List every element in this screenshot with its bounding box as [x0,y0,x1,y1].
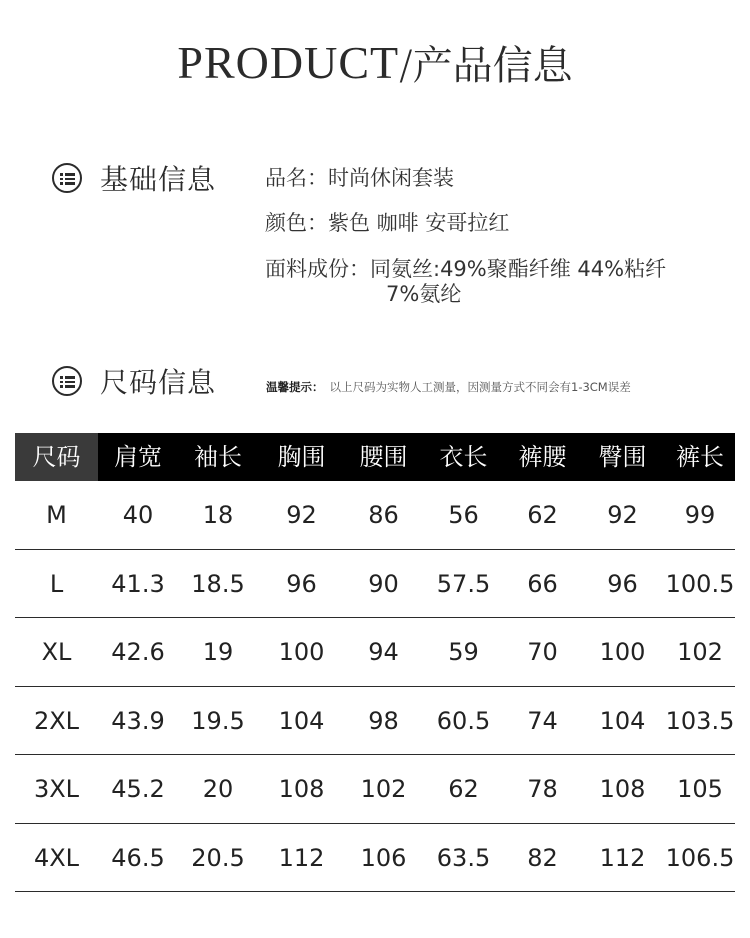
list-circle-icon [52,163,82,193]
size-info-title: 尺码信息 [100,366,217,399]
measurement-cell: 94 [368,638,399,666]
product-name-label: 品名： [265,166,328,190]
fabric-label: 面料成份： [265,257,370,281]
measurement-cell: 18 [202,501,234,529]
page-title-en: PRODUCT [177,37,400,88]
size-table-body [15,481,735,892]
measurement-cell: 104 [278,706,325,735]
column-header: 臀围 [598,443,647,471]
measurement-cell: 104 [599,706,646,735]
measurement-cell: 92 [286,501,317,529]
measurement-cell: 106.5 [665,843,735,872]
measurement-cell: 82 [527,843,558,872]
measurement-cell: 45.2 [111,775,165,803]
measurement-cell: 18.5 [191,569,245,598]
column-header: 裤长 [676,443,724,471]
column-header: 肩宽 [114,443,162,471]
size-table [15,433,735,892]
measurement-cell: 63.5 [436,843,491,872]
basic-info-header [52,161,216,195]
basic-info-title: 基础信息 [100,163,217,196]
measurement-cell: 108 [278,775,325,803]
measurement-cell: 103.5 [665,706,735,735]
measurement-cell: 112 [278,843,325,872]
column-header: 袖长 [194,443,242,471]
table-row [15,481,735,550]
product-name-value: 时尚休闲套装 [328,166,454,190]
size-info-header [52,364,216,398]
measurement-cell: 108 [599,775,646,803]
measurement-cell: 102 [677,638,723,666]
measurement-cell: 20 [202,775,234,803]
measurement-cell: 42.6 [111,638,165,666]
size-table-header [15,433,735,481]
table-row [15,687,735,756]
measurement-cell: 19 [202,638,234,666]
measurement-tip [266,379,631,395]
product-name-row [265,165,454,191]
fabric-value-line2: 7%氨纶 [386,282,462,306]
column-header: 胸围 [277,443,326,471]
column-header: 衣长 [439,443,488,471]
measurement-cell: 78 [527,775,558,803]
table-row [15,550,735,619]
tip-text: 以上尺码为实物人工测量，因测量方式不同会有1-3CM误差 [329,380,631,394]
measurement-cell: 60.5 [436,706,491,735]
table-row [15,755,735,824]
measurement-cell: 112 [599,843,646,872]
color-row [265,210,509,236]
measurement-cell: 96 [607,569,638,598]
measurement-cell: 100 [278,638,325,666]
table-row [15,824,735,893]
fabric-row [265,256,666,282]
size-cell: XL [41,638,72,666]
color-label: 颜色： [265,211,328,235]
measurement-cell: 100 [599,638,646,666]
page-title-cn: /产品信息 [399,43,573,89]
measurement-cell: 20.5 [191,843,245,872]
measurement-cell: 59 [448,638,479,666]
measurement-cell: 92 [607,501,638,529]
measurement-cell: 56 [448,501,479,529]
column-header: 腰围 [359,443,408,471]
measurement-cell: 106 [360,843,407,872]
measurement-cell: 105 [677,775,723,803]
measurement-cell: 102 [360,775,407,803]
table-row [15,618,735,687]
measurement-cell: 86 [368,501,399,529]
page-title [0,34,750,94]
measurement-cell: 90 [368,569,399,598]
measurement-cell: 19.5 [191,706,245,735]
fabric-row-cont [386,281,461,307]
measurement-cell: 46.5 [111,843,165,872]
measurement-cell: 43.9 [111,706,165,735]
measurement-cell: 40 [122,501,154,529]
tip-label: 温馨提示： [266,380,324,394]
measurement-cell: 99 [684,501,716,529]
size-cell: 3XL [33,775,80,803]
measurement-cell: 62 [448,775,479,803]
column-header: 尺码 [15,433,98,481]
measurement-cell: 100.5 [665,569,735,598]
size-cell: M [46,501,67,529]
measurement-cell: 41.3 [111,569,165,598]
measurement-cell: 57.5 [436,569,491,598]
column-header: 裤腰 [518,443,567,471]
list-circle-icon [52,366,82,396]
size-cell: 4XL [33,843,80,872]
measurement-cell: 70 [527,638,558,666]
color-value: 紫色 咖啡 安哥拉红 [328,211,510,235]
measurement-cell: 98 [368,706,399,735]
size-cell: 2XL [33,706,80,735]
fabric-value-line1: 同氨丝:49%聚酯纤维 44%粘纤 [370,257,667,281]
measurement-cell: 74 [527,706,558,735]
measurement-cell: 62 [527,501,558,529]
measurement-cell: 66 [527,569,558,598]
measurement-cell: 96 [286,569,317,598]
size-cell: L [49,569,64,598]
